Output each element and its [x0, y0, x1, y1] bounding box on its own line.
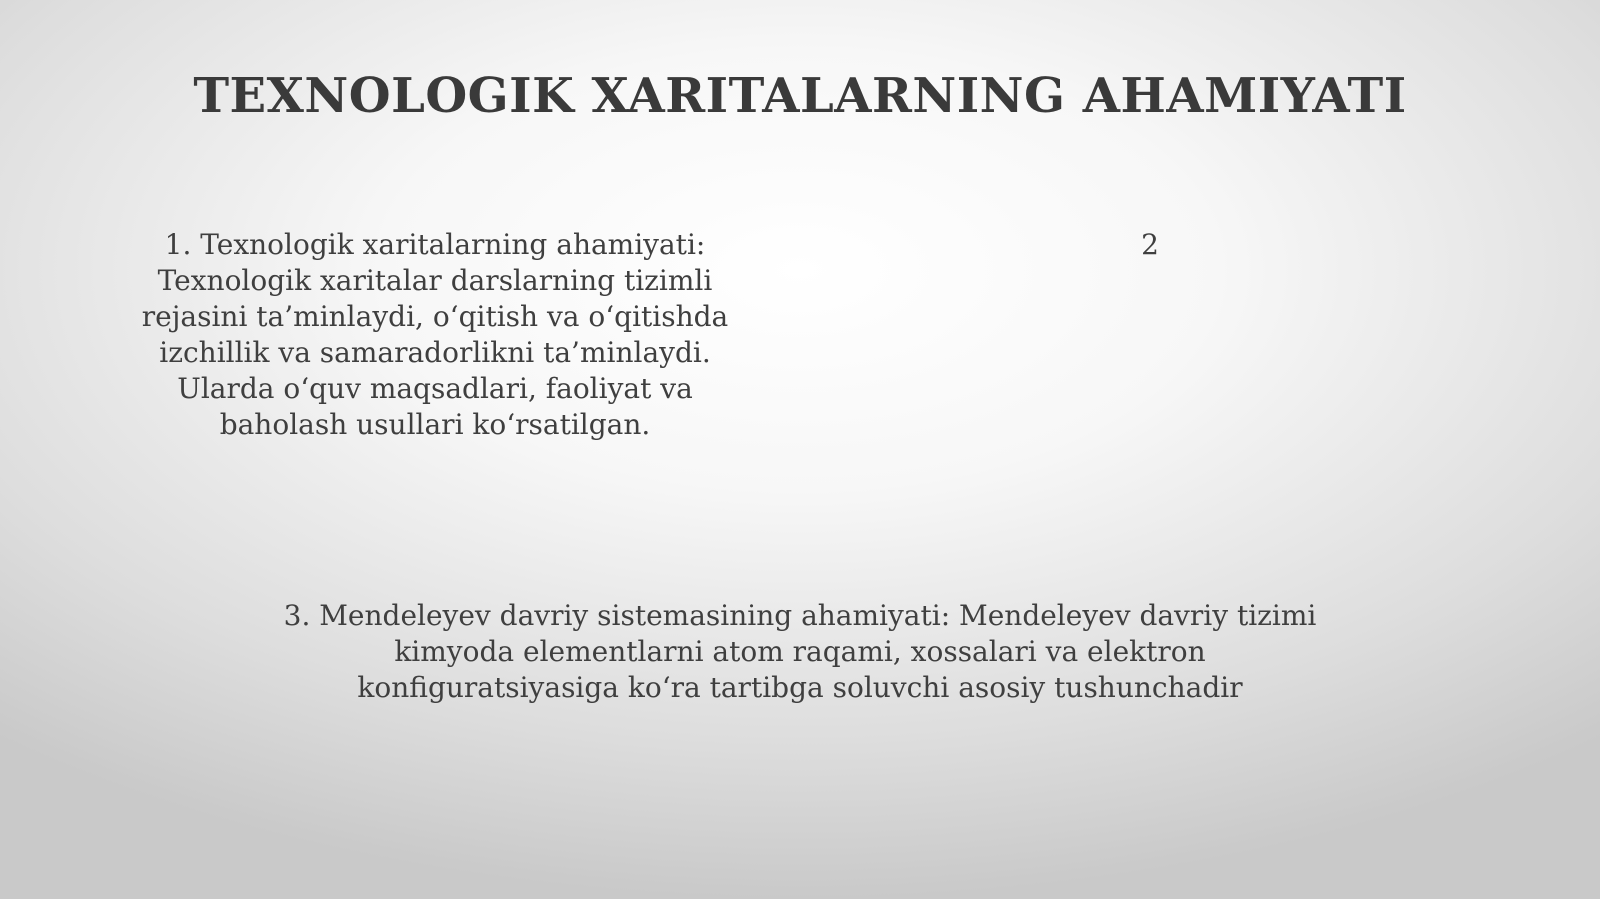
text-block-point-3: 3. Mendeleyev davriy sistemasining ahamiyati: Mendeleyev davriy tizimi kimyoda elementlarni atom raqami, xossalari va elektron konfiguratsiyasiga ko‘ra tartibga soluvchi asosiy tushunchadir	[283, 599, 1317, 704]
text-block-point-1: 1. Texnologik xaritalarning ahamiyati: Texnologik xaritalar darslarning tizimli rejasini ta’minlaydi, o‘qitish va o‘qitishda izchillik va samaradorlikni ta’minlaydi. Ularda o‘quv maqsadlari, faoliyat va baholash usullari ko‘rsatilgan.	[141, 228, 729, 441]
text-block-point-2: 2	[1141, 228, 1159, 261]
slide-title: TEXNOLOGIK XARITALARNING AHAMIYATI	[193, 68, 1407, 124]
